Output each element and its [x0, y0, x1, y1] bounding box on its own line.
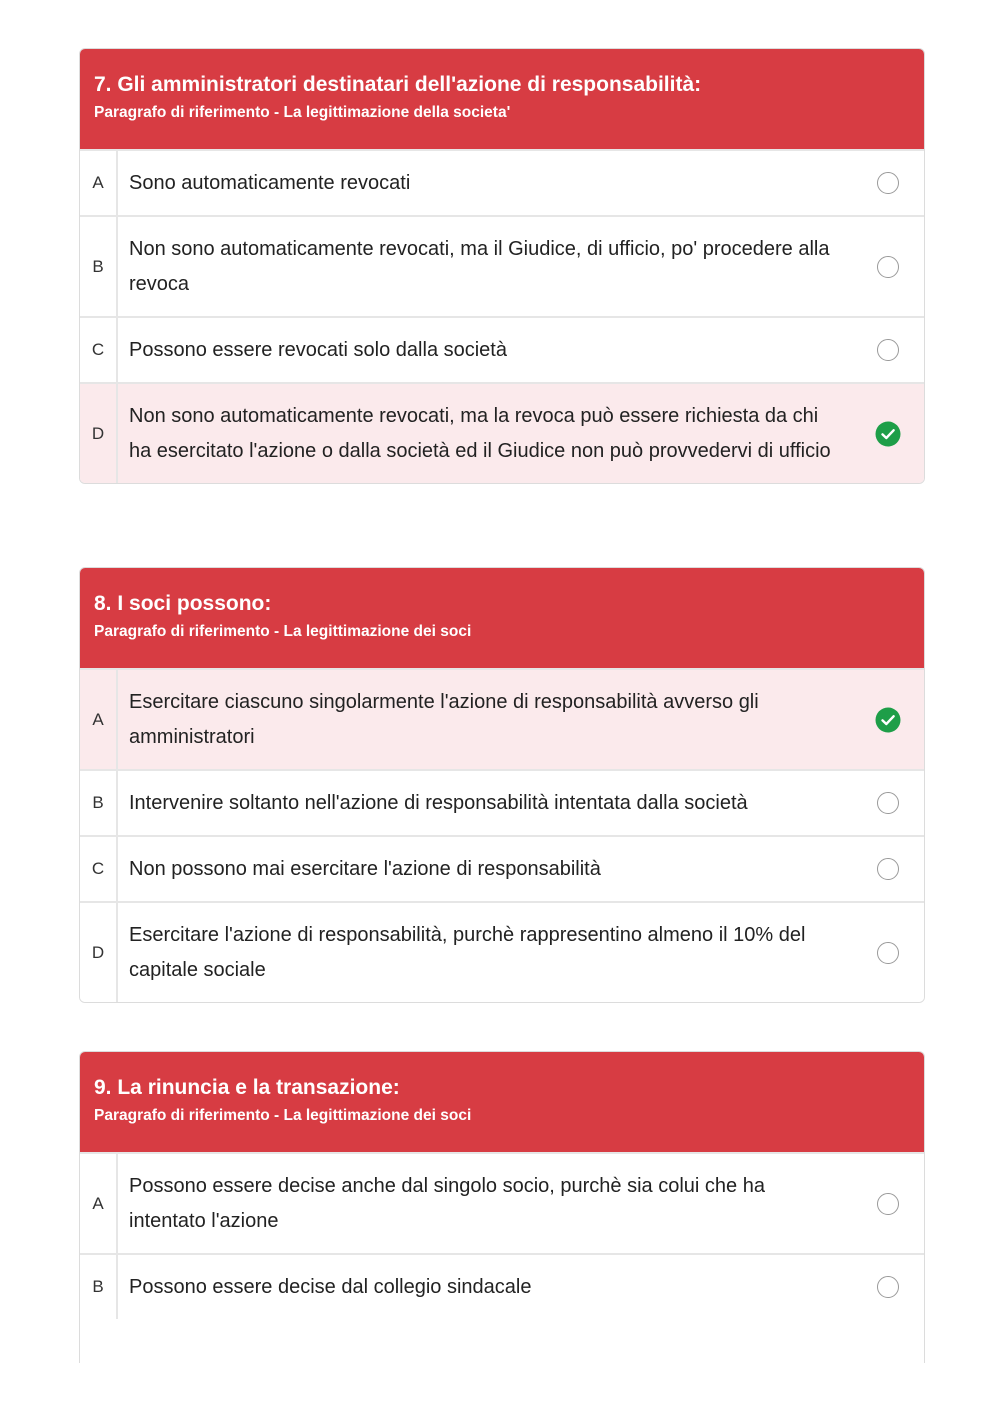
question-card-8	[79, 567, 925, 1003]
option-letter: A	[80, 151, 118, 215]
answer-option-a[interactable]	[80, 1152, 924, 1253]
option-letter: B	[80, 1255, 118, 1319]
option-text: Possono essere decise anche dal singolo socio, purchè sia colui che ha intentato l'azione	[129, 1175, 765, 1232]
option-text: Non sono automaticamente revocati, ma il Giudice, di ufficio, po' procedere alla revoca	[129, 238, 830, 295]
answer-option-c[interactable]	[80, 835, 924, 901]
answer-option-b[interactable]	[80, 215, 924, 316]
option-text: Esercitare l'azione di responsabilità, purchè rappresentino almeno il 10% del capitale sociale	[129, 924, 806, 981]
option-text: Possono essere revocati solo dalla società	[129, 339, 507, 361]
question-reference: Paragrafo di riferimento - La legittimazione dei soci	[94, 1107, 472, 1124]
answer-option-a[interactable]	[80, 149, 924, 215]
question-card-7	[79, 48, 925, 484]
question-card-9	[79, 1051, 925, 1363]
question-header	[80, 1052, 924, 1152]
option-letter: D	[80, 384, 118, 483]
check-circle-icon[interactable]	[875, 421, 901, 447]
radio-empty-icon[interactable]	[877, 1193, 899, 1215]
question-header	[80, 49, 924, 149]
option-letter: C	[80, 837, 118, 901]
radio-empty-icon[interactable]	[877, 792, 899, 814]
question-title: 9. La rinuncia e la transazione:	[94, 1076, 400, 1099]
answer-option-b[interactable]	[80, 769, 924, 835]
question-reference: Paragrafo di riferimento - La legittimazione della societa'	[94, 104, 511, 121]
option-letter: A	[80, 1154, 118, 1253]
radio-empty-icon[interactable]	[877, 256, 899, 278]
radio-empty-icon[interactable]	[877, 858, 899, 880]
radio-empty-icon[interactable]	[877, 339, 899, 361]
check-circle-icon[interactable]	[875, 707, 901, 733]
answer-option-c[interactable]	[80, 316, 924, 382]
radio-empty-icon[interactable]	[877, 942, 899, 964]
question-title: 7. Gli amministratori destinatari dell'azione di responsabilità:	[94, 73, 702, 96]
option-text: Sono automaticamente revocati	[129, 172, 411, 194]
option-letter: D	[80, 903, 118, 1002]
answer-option-d[interactable]	[80, 901, 924, 1002]
answer-option-d[interactable]	[80, 382, 924, 483]
option-letter: C	[80, 318, 118, 382]
option-letter: B	[80, 217, 118, 316]
option-text: Non possono mai esercitare l'azione di responsabilità	[129, 858, 601, 880]
question-title: 8. I soci possono:	[94, 592, 272, 615]
question-reference: Paragrafo di riferimento - La legittimazione dei soci	[94, 623, 472, 640]
option-letter: B	[80, 771, 118, 835]
option-letter: A	[80, 670, 118, 769]
radio-empty-icon[interactable]	[877, 1276, 899, 1298]
card-continuation	[80, 1319, 924, 1363]
option-text: Non sono automaticamente revocati, ma la revoca può essere richiesta da chi ha esercitato l'azione o dalla società ed il Giudice non può provvedervi di ufficio	[129, 405, 831, 462]
answer-option-b[interactable]	[80, 1253, 924, 1319]
question-header	[80, 568, 924, 668]
radio-empty-icon[interactable]	[877, 172, 899, 194]
option-text: Possono essere decise dal collegio sindacale	[129, 1276, 532, 1298]
option-text: Intervenire soltanto nell'azione di responsabilità intentata dalla società	[129, 792, 748, 814]
option-text: Esercitare ciascuno singolarmente l'azione di responsabilità avverso gli amministratori	[129, 691, 759, 748]
answer-option-a[interactable]	[80, 668, 924, 769]
